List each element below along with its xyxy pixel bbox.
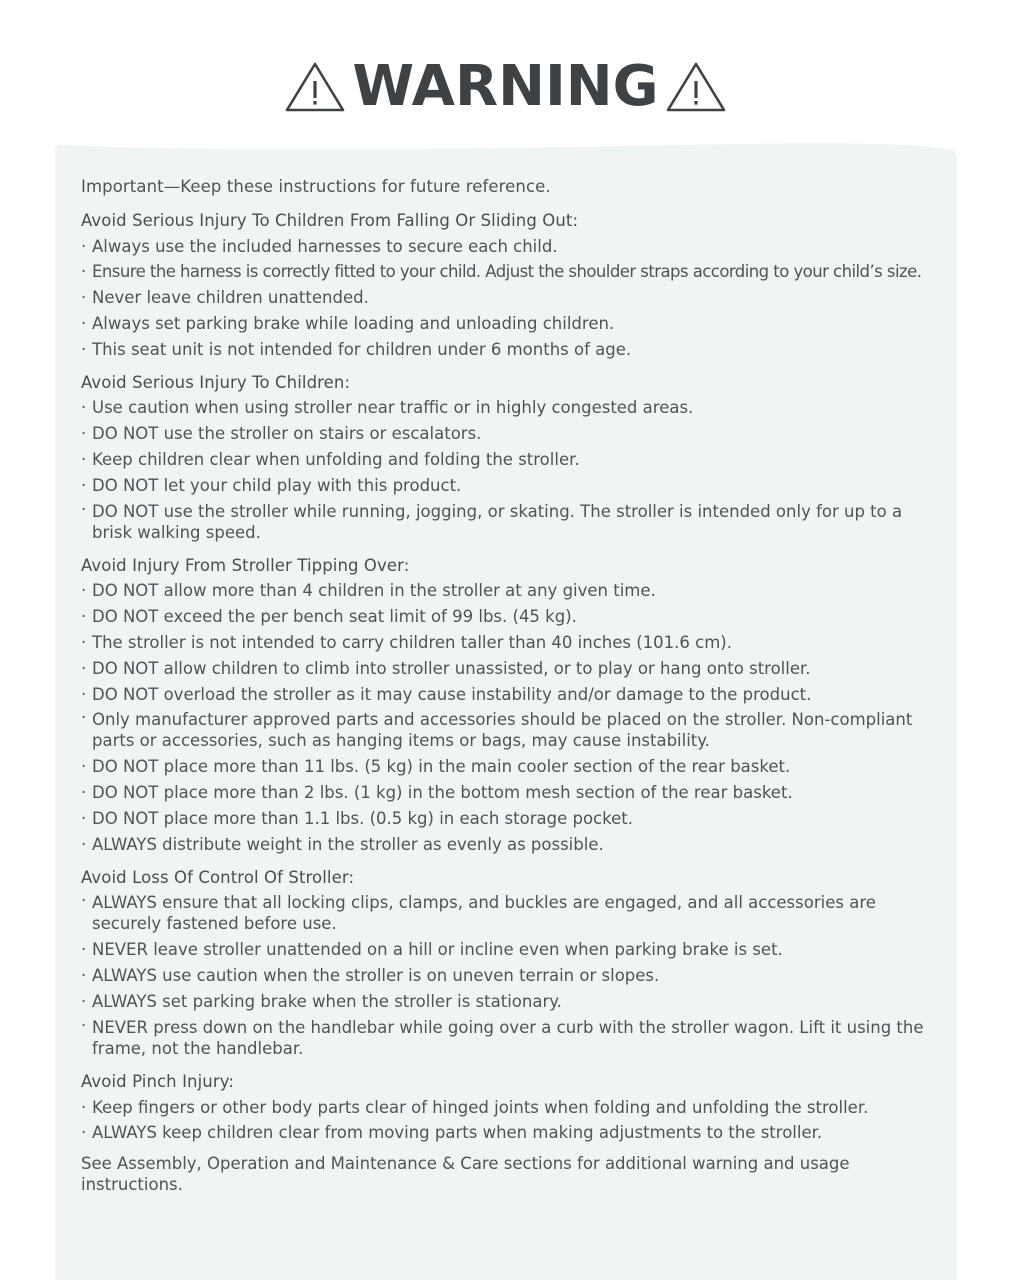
list-item: · DO NOT place more than 11 lbs. (5 kg) in the main cooler section of the rear basket. [81,757,791,777]
section-title: Avoid Injury From Stroller Tipping Over: [81,555,410,575]
section-loss-of-control [81,865,937,1062]
warning-title: WARNING [352,54,659,119]
list-item: · NEVER leave stroller unattended on a hill or incline even when parking brake is set. [81,940,783,960]
list-item: · The stroller is not intended to carry children taller than 40 inches (101.6 cm). [81,632,732,652]
list-item: · DO NOT use the stroller on stairs or escalators. [81,424,482,444]
list-item: · DO NOT allow children to climb into stroller unassisted, or to play or hang onto stroller. [81,658,811,678]
section-title: Avoid Serious Injury To Children From Falling Or Sliding Out: [81,210,579,230]
list-item: · ALWAYS distribute weight in the stroller as evenly as possible. [81,834,604,854]
list-item: · Always use the included harnesses to secure each child. [81,236,558,256]
section-tipping [81,553,937,858]
list-item: · ALWAYS ensure that all locking clips, clamps, and buckles are engaged, and all accessories are securely fastened before use. [81,891,876,934]
list-item: · Always set parking brake while loading and unloading children. [81,313,615,333]
section-title: Avoid Loss Of Control Of Stroller: [81,867,355,887]
list-item: · ALWAYS set parking brake when the stroller is stationary. [81,991,562,1011]
list-item: · Only manufacturer approved parts and accessories should be placed on the stroller. Non-compliant parts or accessories, such as hanging items or bags, may cause instability. [81,708,913,751]
list-item: · DO NOT overload the stroller as it may cause instability and/or damage to the product. [81,684,812,704]
list-item: · Never leave children unattended. [81,288,369,308]
intro-text: Important—Keep these instructions for future reference. [81,177,551,196]
list-item: · ALWAYS keep children clear from moving parts when making adjustments to the stroller. [81,1123,823,1143]
section-title: Avoid Pinch Injury: [81,1071,235,1091]
list-item: · DO NOT exceed the per bench seat limit of 99 lbs. (45 kg). [81,607,577,627]
warning-header [0,52,1011,122]
list-item: · DO NOT place more than 1.1 lbs. (0.5 kg) in each storage pocket. [81,808,633,828]
section-pinch [81,1069,937,1146]
list-item: · DO NOT use the stroller while running, jogging, or skating. The stroller is intended only for up to a brisk walking speed. [81,499,903,542]
list-item: · ALWAYS use caution when the stroller is on uneven terrain or slopes. [81,966,660,986]
footer-text: See Assembly, Operation and Maintenance & Care sections for additional warning and usage instructions. [81,1154,850,1195]
section-falling [81,208,937,363]
section-title: Avoid Serious Injury To Children: [81,372,351,392]
list-item: · Ensure the harness is correctly fitted to your child. Adjust the shoulder straps according to your child’s size. [81,262,922,282]
list-item: · DO NOT allow more than 4 children in the stroller at any given time. [81,581,656,601]
warning-content [81,174,937,1195]
list-item: · Keep fingers or other body parts clear of hinged joints when folding and unfolding the stroller. [81,1097,869,1117]
warning-triangle-icon [284,61,346,113]
list-item: · Use caution when using stroller near traffic or in highly congested areas. [81,398,694,418]
list-item: · DO NOT let your child play with this product. [81,475,462,495]
warning-triangle-icon [665,61,727,113]
list-item: · This seat unit is not intended for children under 6 months of age. [81,339,632,359]
list-item: · DO NOT place more than 2 lbs. (1 kg) in the bottom mesh section of the rear basket. [81,783,793,803]
list-item: · NEVER press down on the handlebar while going over a curb with the stroller wagon. Lift it using the frame, not the handlebar. [81,1015,924,1058]
list-item: · Keep children clear when unfolding and folding the stroller. [81,449,580,469]
section-serious-injury [81,370,937,546]
